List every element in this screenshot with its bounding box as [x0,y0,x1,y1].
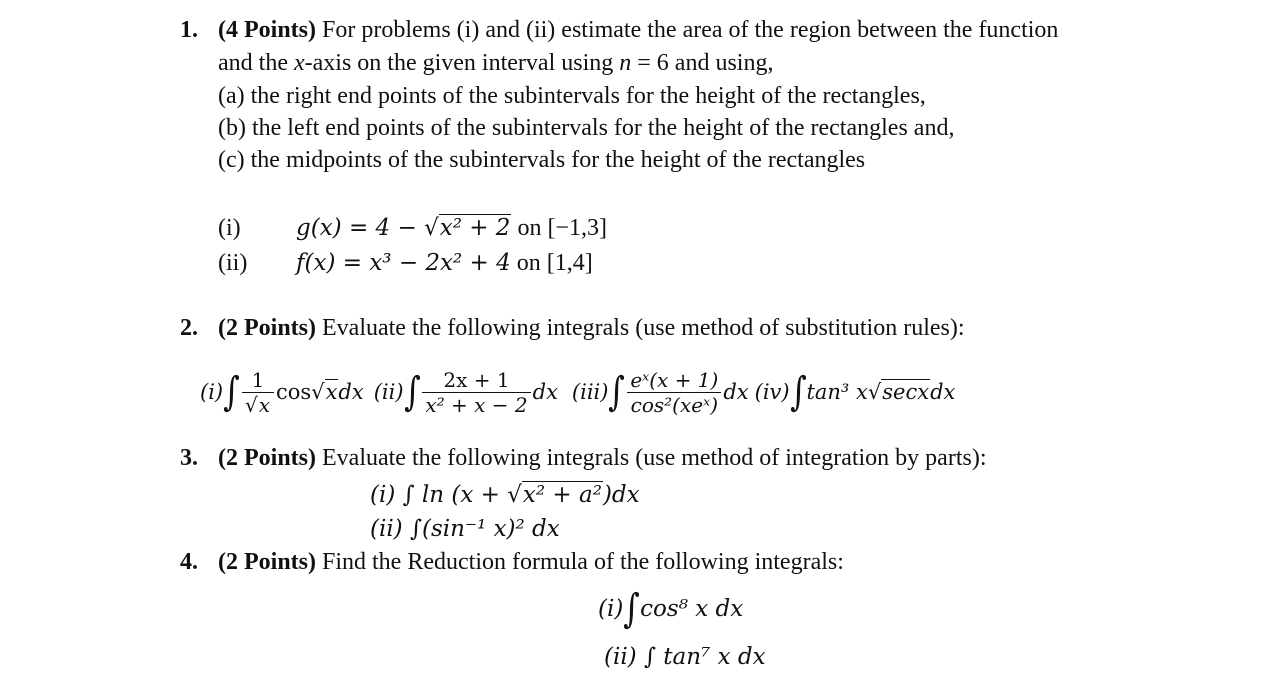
q3-i-expr-a: ∫ ln (x + [395,482,508,508]
q2-p4-tail: dx [930,380,956,404]
q1-intro [218,14,1058,46]
q2-p3-label: (iii) [571,380,609,404]
q3-ii-label: (ii) [370,516,403,542]
q2-p3-tail: dx [723,380,749,404]
q2-number-text: 2. [180,315,198,341]
q3-i-label: (i) [370,482,396,508]
q1-ii-lhs: f(x) = x³ − 2x² + 4 [296,250,511,276]
q3-number-text: 3. [180,445,198,471]
q2-p2-num: 2x + 1 [422,369,530,393]
q2-p1-num: 1 [242,369,274,393]
q3-i-rad: x² + a² [522,482,602,508]
q2-p1-den: x [258,392,270,417]
q1-option-b: (b) the left end points of the subintervals for the height of the rectangles and, [218,115,955,141]
q1-n-var: n [619,50,632,76]
q2-p3-num: eˣ(x + 1) [630,367,719,392]
q1-text-2a: and the [218,50,294,76]
q2-p2-label: (ii) [373,380,404,404]
integral-sign-icon: ∫ [608,369,626,415]
q3-text: Evaluate the following integrals (use method of integration by parts): [316,445,987,471]
q2-p1-tail: dx [338,380,364,404]
q3-number [180,442,198,474]
q1-part-ii-label: (ii) [218,250,248,276]
q2-p4-label: (iv) [754,380,790,404]
q2-points: (2 Points) [218,315,316,341]
q4-i-label: (i) [598,596,624,622]
q4-number [180,546,198,578]
q4-ii-expr: ∫ tan⁷ x dx [636,644,766,670]
q1-part-i-label: (i) [218,215,241,241]
q2-p1-mid: cos [275,380,312,404]
q1-number: 1. [180,17,198,43]
q1-i-lhs: g(x) = 4 − [296,215,425,241]
q4-ii-label: (ii) [604,644,637,670]
q2-intro [218,312,965,344]
q4-text: Find the Reduction formula of the following integrals: [316,549,844,575]
q1-option-c: (c) the midpoints of the subintervals for the height of the rectangles [218,147,866,173]
integral-sign-icon: ∫ [223,369,240,415]
q1-line-2 [218,47,773,79]
q2-number [180,312,198,344]
q1-option-a: (a) the right end points of the subintervals for the height of the rectangles, [218,83,926,109]
q1-ii-rest: on [1,4] [510,250,593,276]
q3-ii-expr: ∫(sin⁻¹ x)² dx [402,516,560,542]
q1-i-rest: on [−1,3] [511,215,607,241]
q2-integrals: (i) ∫ $\frac{1}{√x}$ cos √x dx (ii) ∫ $\frac{2x + 1}{\text{x² + x − 2}}$ dx (iii) ∫ $\frac{\text{eˣ(x + 1)}}{\text{cos²(xeˣ)}}$ dx (iv) ∫ tan³ x √secx dx [200,367,956,417]
q1-i-rad: x² + 2 [439,215,511,241]
q3-part-ii [370,514,560,544]
q1-text-1: For problems (i) and (ii) estimate the area of the region between the function [316,17,1059,43]
q1-text-2b: -axis on the given interval using [304,50,620,76]
q2-p1-rad: x [325,380,338,404]
integral-sign-icon: ∫ [789,369,807,415]
q4-i-expr: cos⁸ x dx [640,596,744,622]
q3-points: (2 Points) [218,445,316,471]
q4-intro [218,546,844,578]
q2-p3-den: cos²(xeˣ) [630,392,718,417]
q1-x-var: x [293,50,305,76]
q2-p1-label: (i) [200,380,224,404]
q2-p3-fraction [627,369,721,416]
integral-sign-icon: ∫ [403,369,421,415]
q1-part-i-expr: g(x) = 4 − √x² + 2 on [−1,3] [296,215,607,241]
q2-p2-fraction [422,369,530,416]
q2-p4-rad: secx [882,380,930,404]
q4-part-i [598,586,743,632]
q2-p2-den: x² + x − 2 [425,392,528,417]
q3-part-i: (i) ∫ ln (x + √x² + a²)dx [370,482,640,508]
q4-number-text: 4. [180,549,198,575]
q1-part-ii-expr [296,247,593,279]
q4-part-ii [604,642,766,672]
integral-sign-icon: ∫ [623,586,641,632]
q3-i-expr-b: )dx [602,482,640,508]
q2-p2-tail: dx [532,380,558,404]
q1-line-1 [180,14,198,46]
q1-text-2c: = 6 and using, [631,50,774,76]
q1-points: (4 Points) [218,17,316,43]
q2-p4-fn: tan³ x [806,380,868,404]
q3-intro [218,442,987,474]
q4-points: (2 Points) [218,549,316,575]
q2-p1-fraction: $\frac{1}{√x}$ [242,369,274,416]
q2-text: Evaluate the following integrals (use method of substitution rules): [316,315,965,341]
